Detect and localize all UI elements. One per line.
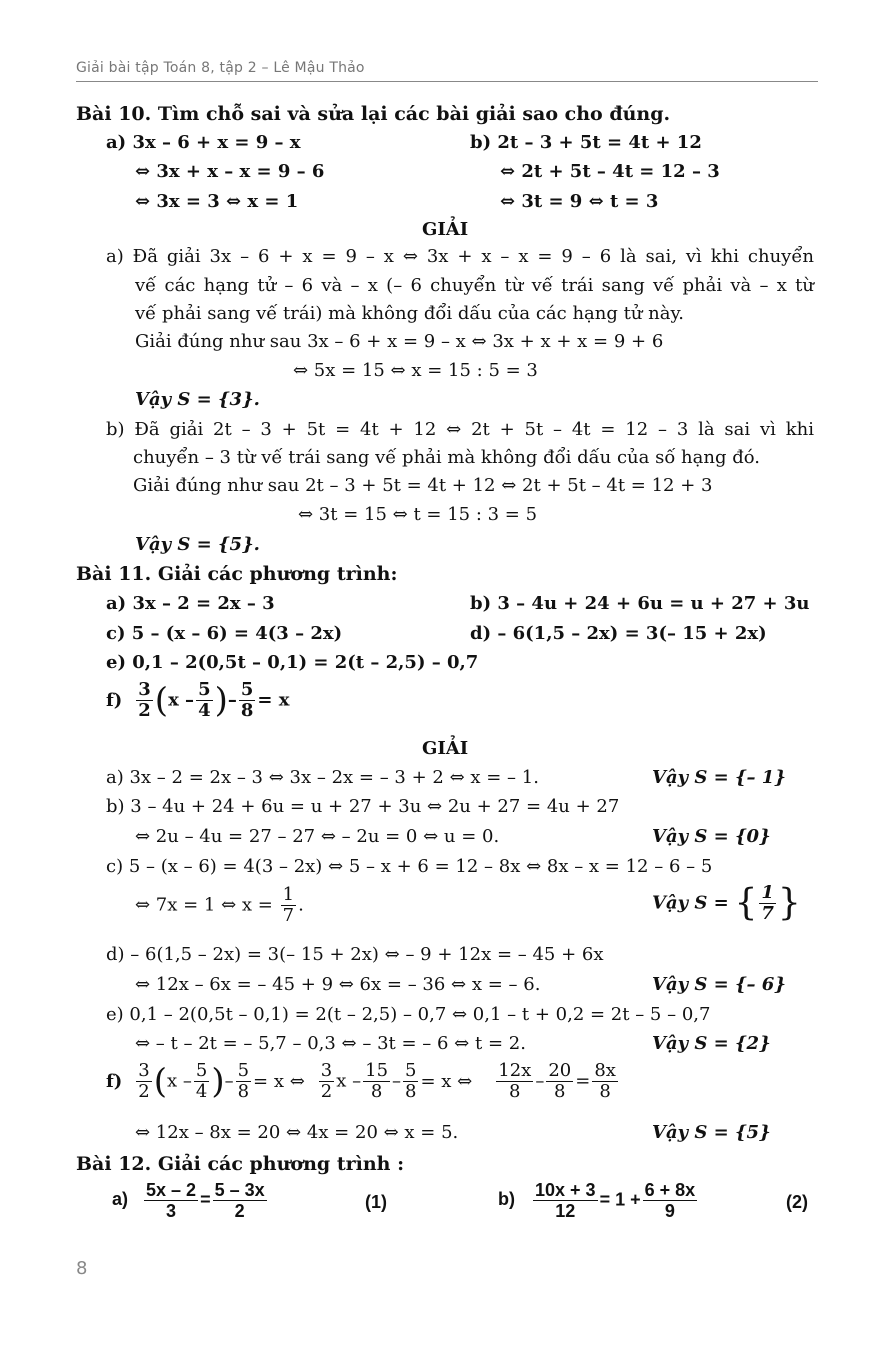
ex10-sol-a-line5: ⇔ 5x = 15 ⇔ x = 15 : 5 = 3 (293, 360, 538, 381)
denominator: 4 (195, 1081, 208, 1102)
ex10-b-line1: b) 2t – 3 + 5t = 4t + 12 (470, 132, 702, 153)
fraction-5-4 (194, 1061, 209, 1102)
right-brace: } (777, 882, 801, 924)
ex10-sol-a-answer: Vậy S = {3}. (135, 389, 260, 410)
ex10-sol-b-line4: ⇔ 3t = 15 ⇔ t = 15 : 3 = 5 (298, 504, 538, 525)
denominator: 2 (234, 1201, 245, 1221)
left-paren: ( (154, 680, 169, 721)
numerator: 3 (138, 1060, 150, 1081)
ex11-d: d) – 6(1,5 – 2x) = 3(– 15 + 2x) (470, 623, 767, 644)
left-paren: ( (153, 1061, 167, 1102)
numerator: 20 (548, 1060, 572, 1081)
numerator: 6 + 8x (644, 1180, 696, 1200)
fraction-5-8-b (403, 1061, 418, 1102)
numerator: 5 – 3x (214, 1180, 265, 1200)
fraction-5-4 (196, 680, 213, 721)
ex11-sol-e-line1: e) 0,1 – 2(0,5t – 0,1) = 2(t – 2,5) – 0,7 ⇔ 0,1 – t + 0,2 = 2t – 5 – 0,7 (106, 1004, 711, 1025)
fraction-12x-8 (496, 1061, 533, 1102)
numerator: 3 (320, 1060, 333, 1081)
ex10-b-line3: ⇔ 3t = 9 ⇔ t = 3 (500, 191, 659, 212)
sol-f-label: f) (106, 1070, 123, 1092)
ex11-sol-f-line1 (106, 1061, 620, 1102)
ex11-sol-b-line2: ⇔ 2u – 4u = 27 – 27 ⇔ – 2u = 0 ⇔ u = 0. (135, 826, 500, 847)
numerator: 5 (240, 679, 254, 700)
denominator: 8 (599, 1081, 611, 1102)
fraction-10x-3-over-12 (533, 1180, 598, 1221)
ex11-c: c) 5 – (x – 6) = 4(3 – 2x) (106, 623, 343, 644)
ex11-sol-b-line1: b) 3 – 4u + 24 + 6u = u + 27 + 3u ⇔ 2u + 27 = 4u + 27 (106, 796, 620, 817)
header-rule (76, 81, 818, 82)
fraction-1-7 (281, 885, 296, 926)
ex11-sol-e-line2: ⇔ – t – 2t = – 5,7 – 0,3 ⇔ – 3t = – 6 ⇔ t = 2. (135, 1033, 526, 1054)
ex12-b-tag: (2) (786, 1192, 808, 1212)
equals-sign: = (200, 1189, 211, 1210)
equals-one-plus: = 1 + (599, 1189, 641, 1210)
fraction-20-8 (546, 1061, 573, 1102)
ex10-a-line1: a) 3x – 6 + x = 9 – x (106, 132, 301, 153)
fraction-5x-2-over-3 (144, 1180, 198, 1221)
ex10-sol-a-line3: vế phải sang vế trái) mà không đổi dấu của các hạng tử này. (135, 303, 684, 324)
numerator: 10x + 3 (535, 1180, 596, 1200)
ex11-sol-f-line2: ⇔ 12x – 8x = 20 ⇔ 4x = 20 ⇔ x = 5. (135, 1122, 459, 1143)
numerator: 5 (198, 679, 211, 700)
x-term-b: x – (336, 1070, 362, 1092)
ex11-sol-d-answer: Vậy S = {– 6} (652, 974, 786, 995)
minus-sign: – (224, 1070, 234, 1092)
equals-x-equiv-b: = x ⇔ (420, 1070, 473, 1092)
fraction-3-2-b (319, 1061, 334, 1102)
ex11-sol-a: a) 3x – 2 = 2x – 3 ⇔ 3x – 2x = – 3 + 2 ⇔ x = – 1. (106, 767, 539, 788)
fraction-8x-8 (592, 1061, 618, 1102)
denominator: 9 (664, 1201, 675, 1221)
fraction-5-3x-over-2 (213, 1180, 267, 1221)
denominator: 8 (509, 1081, 521, 1102)
ex11-e: e) 0,1 – 2(0,5t – 0,1) = 2(t – 2,5) – 0,7 (106, 652, 479, 673)
running-header: Giải bài tập Toán 8, tập 2 – Lê Mậu Thảo (76, 60, 365, 76)
ex11-sol-d-line1: d) – 6(1,5 – 2x) = 3(– 15 + 2x) ⇔ – 9 + 12x = – 45 + 6x (106, 944, 604, 965)
numerator: 5 (195, 1060, 208, 1081)
denominator: 4 (198, 700, 211, 721)
numerator: 5x – 2 (146, 1180, 197, 1200)
ex12-a-tag: (1) (365, 1192, 387, 1212)
ex11-sol-f-answer: Vậy S = {5} (652, 1122, 771, 1143)
solution-heading-11: GIẢI (422, 738, 469, 759)
denominator: 12 (555, 1201, 576, 1221)
numerator: 15 (365, 1060, 389, 1081)
ex11-sol-c-line1: c) 5 – (x – 6) = 4(3 – 2x) ⇔ 5 – x + 6 = 12 – 8x ⇔ 8x – x = 12 – 6 – 5 (106, 856, 713, 877)
ex10-a-line3: ⇔ 3x = 3 ⇔ x = 1 (135, 191, 299, 212)
denominator: 8 (554, 1081, 566, 1102)
ex12-b-label: b) (498, 1189, 515, 1210)
fraction-1-7-answer (759, 883, 776, 924)
numerator: 1 (761, 882, 774, 903)
ex11-sol-a-answer: Vậy S = {– 1} (652, 767, 786, 788)
exercise-11-title: Bài 11. Giải các phương trình: (76, 563, 398, 585)
ex10-sol-b-line3: Giải đúng như sau 2t – 3 + 5t = 4t + 12 ⇔ 2t + 5t – 4t = 12 + 3 (133, 475, 713, 496)
fraction-6-8x-over-9 (643, 1180, 698, 1221)
equals-x-equiv: = x ⇔ (253, 1070, 305, 1092)
denominator: 8 (405, 1081, 417, 1102)
denominator: 3 (166, 1201, 177, 1221)
ex11-f-label: f) (106, 689, 123, 711)
fraction-5-8 (239, 680, 256, 721)
fraction-15-8 (363, 1061, 390, 1102)
ex12-a-label: a) (112, 1189, 129, 1210)
ex11-sol-c-answer (652, 883, 801, 924)
ex10-sol-a-line4: Giải đúng như sau 3x – 6 + x = 9 – x ⇔ 3x + x + x = 9 + 6 (135, 331, 664, 352)
numerator: 3 (138, 679, 151, 700)
denominator: 2 (138, 1081, 150, 1102)
ex11-sol-b-answer: Vậy S = {0} (652, 826, 771, 847)
numerator: 8x (594, 1060, 616, 1081)
denominator: 7 (282, 905, 295, 926)
fraction-5-8 (236, 1061, 251, 1102)
ex10-sol-b-line2: chuyển – 3 từ vế trái sang vế phải mà không đổi dấu của số hạng đó. (133, 447, 760, 468)
x-term: x – (166, 1070, 192, 1092)
numerator: 5 (405, 1060, 417, 1081)
x-term: x – (168, 689, 195, 711)
equals-sign: = (575, 1070, 591, 1092)
numerator: 12x (498, 1060, 532, 1081)
page-number: 8 (76, 1258, 88, 1279)
numerator: 1 (282, 884, 295, 905)
ex10-sol-b-answer: Vậy S = {5}. (135, 534, 260, 555)
ex10-sol-b-line1: b) Đã giải 2t – 3 + 5t = 4t + 12 ⇔ 2t + 5t – 4t = 12 – 3 là sai vì khi (106, 419, 814, 440)
sol-c-text: ⇔ 7x = 1 ⇔ x = (135, 894, 273, 916)
fraction-3-2 (136, 680, 153, 721)
ex10-b-line2: ⇔ 2t + 5t – 4t = 12 – 3 (500, 161, 720, 182)
ex11-sol-e-answer: Vậy S = {2} (652, 1033, 771, 1054)
right-paren: ) (211, 1061, 225, 1102)
ex11-sol-d-line2: ⇔ 12x – 6x = – 45 + 9 ⇔ 6x = – 36 ⇔ x = – 6. (135, 974, 541, 995)
denominator: 8 (370, 1081, 383, 1102)
ex11-sol-c-line2 (135, 885, 304, 926)
minus-sign: – (227, 689, 237, 711)
equals-x: = x (257, 689, 290, 711)
exercise-12-title: Bài 12. Giải các phương trình : (76, 1153, 405, 1175)
ex10-sol-a-line2: vế các hạng tử – 6 và – x (– 6 chuyển từ vế trái sang vế phải và – x từ (135, 275, 814, 296)
ex12-a (112, 1180, 269, 1221)
right-paren: ) (214, 680, 228, 721)
exercise-10-title: Bài 10. Tìm chỗ sai và sửa lại các bài giải sao cho đúng. (76, 103, 671, 125)
denominator: 8 (240, 700, 254, 721)
ex11-f (106, 680, 289, 721)
minus-sign-c: – (535, 1070, 545, 1092)
denominator: 8 (237, 1081, 250, 1102)
left-brace: { (734, 882, 758, 924)
denominator: 7 (761, 903, 774, 924)
numerator: 5 (237, 1060, 250, 1081)
ex11-b: b) 3 – 4u + 24 + 6u = u + 27 + 3u (470, 593, 810, 614)
ex10-a-line2: ⇔ 3x + x – x = 9 – 6 (135, 161, 325, 182)
denominator: 2 (320, 1081, 333, 1102)
answer-label: Vậy S = (652, 892, 729, 914)
ex12-b (498, 1180, 699, 1221)
ex11-a: a) 3x – 2 = 2x – 3 (106, 593, 275, 614)
solution-heading-10: GIẢI (422, 219, 469, 240)
fraction-3-2 (136, 1061, 151, 1102)
ex10-sol-a-line1: a) Đã giải 3x – 6 + x = 9 – x ⇔ 3x + x – x = 9 – 6 là sai, vì khi chuyển (106, 246, 814, 267)
denominator: 2 (138, 700, 151, 721)
minus-sign-b: – (392, 1070, 402, 1092)
period: . (298, 894, 304, 916)
